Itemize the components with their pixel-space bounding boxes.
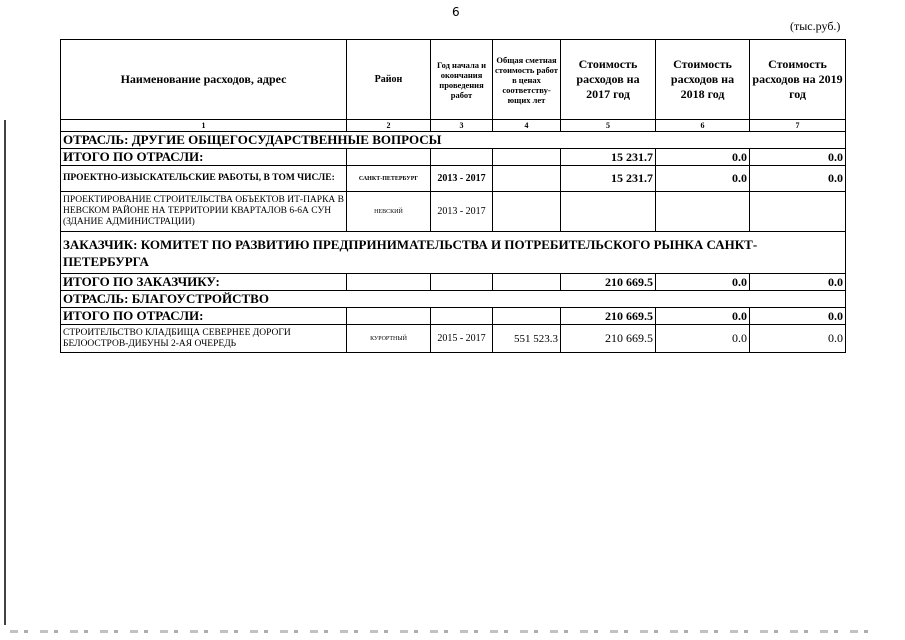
- item-district: САНКТ-ПЕТЕРБУРГ: [347, 166, 431, 192]
- empty-cell: [493, 274, 561, 291]
- item-years: 2013 - 2017: [431, 192, 493, 232]
- total-2018: 0.0: [656, 274, 750, 291]
- item-name: СТРОИТЕЛЬСТВО КЛАДБИЩА СЕВЕРНЕЕ ДОРОГИ БЕЛООСТРОВ-ДИБУНЫ 2-АЯ ОЧЕРЕДЬ: [61, 325, 347, 353]
- item-cost-2018: 0.0: [656, 325, 750, 353]
- item-estimate: 551 523.3: [493, 325, 561, 353]
- empty-cell: [431, 274, 493, 291]
- col-num: 6: [656, 120, 750, 132]
- total-2018: 0.0: [656, 308, 750, 325]
- item-years: 2015 - 2017: [431, 325, 493, 353]
- col-num: 7: [750, 120, 846, 132]
- empty-cell: [750, 192, 846, 232]
- total-2019: 0.0: [750, 308, 846, 325]
- header-row: [61, 40, 846, 120]
- empty-cell: [493, 192, 561, 232]
- col-num: 3: [431, 120, 493, 132]
- table-row: [61, 325, 846, 353]
- column-number-row: [61, 120, 846, 132]
- customer-total-row: [61, 274, 846, 291]
- item-cost-2017: 15 231.7: [561, 166, 656, 192]
- header-name: Наименование расходов, адрес: [61, 40, 347, 120]
- col-num: 2: [347, 120, 431, 132]
- scan-bottom-noise: [10, 630, 875, 633]
- col-num: 1: [61, 120, 347, 132]
- item-name: ПРОЕКТИРОВАНИЕ СТРОИТЕЛЬСТВА ОБЪЕКТОВ ИТ-ПАРКА В НЕВСКОМ РАЙОНЕ НА ТЕРРИТОРИИ КВАРТАЛОВ 6-6А СУН (ЗДАНИЕ АДМИНИСТРАЦИИ): [61, 192, 347, 232]
- table-row: [61, 166, 846, 192]
- item-years: 2013 - 2017: [431, 166, 493, 192]
- header-estimate: Общая сметная стоимость работ в ценах соответству-ющих лет: [493, 40, 561, 120]
- empty-cell: [431, 308, 493, 325]
- item-name: ПРОЕКТНО-ИЗЫСКАТЕЛЬСКИЕ РАБОТЫ, В ТОМ ЧИСЛЕ:: [61, 166, 347, 192]
- scan-edge-line: [4, 120, 6, 625]
- section-row: [61, 291, 846, 308]
- empty-cell: [347, 149, 431, 166]
- col-num: 4: [493, 120, 561, 132]
- empty-cell: [493, 166, 561, 192]
- empty-cell: [493, 149, 561, 166]
- section-total-row: [61, 308, 846, 325]
- section-total-row: [61, 149, 846, 166]
- total-2018: 0.0: [656, 149, 750, 166]
- header-cost-2017: Стоимость расходов на 2017 год: [561, 40, 656, 120]
- total-label: ИТОГО ПО ОТРАСЛИ:: [61, 149, 347, 166]
- total-label: ИТОГО ПО ЗАКАЗЧИКУ:: [61, 274, 347, 291]
- item-district: КУРОРТНЫЙ: [347, 325, 431, 353]
- total-label: ИТОГО ПО ОТРАСЛИ:: [61, 308, 347, 325]
- total-2017: 210 669.5: [561, 274, 656, 291]
- section-title: ОТРАСЛЬ: ДРУГИЕ ОБЩЕГОСУДАРСТВЕННЫЕ ВОПРОСЫ: [61, 132, 846, 149]
- budget-table: [60, 39, 846, 353]
- empty-cell: [561, 192, 656, 232]
- empty-cell: [347, 274, 431, 291]
- header-cost-2018: Стоимость расходов на 2018 год: [656, 40, 750, 120]
- item-cost-2019: 0.0: [750, 325, 846, 353]
- section-row: [61, 132, 846, 149]
- empty-cell: [431, 149, 493, 166]
- empty-cell: [656, 192, 750, 232]
- section-title: ОТРАСЛЬ: БЛАГОУСТРОЙСТВО: [61, 291, 846, 308]
- customer-row: [61, 232, 846, 274]
- table-row: [61, 192, 846, 232]
- item-cost-2017: 210 669.5: [561, 325, 656, 353]
- page-number: 6: [452, 5, 460, 19]
- header-years: Год начала и окончания проведения работ: [431, 40, 493, 120]
- item-cost-2018: 0.0: [656, 166, 750, 192]
- total-2019: 0.0: [750, 274, 846, 291]
- empty-cell: [347, 308, 431, 325]
- units-label: (тыс.руб.): [790, 19, 841, 33]
- col-num: 5: [561, 120, 656, 132]
- header-district: Район: [347, 40, 431, 120]
- item-cost-2019: 0.0: [750, 166, 846, 192]
- customer-title: ЗАКАЗЧИК: КОМИТЕТ ПО РАЗВИТИЮ ПРЕДПРИНИМАТЕЛЬСТВА И ПОТРЕБИТЕЛЬСКОГО РЫНКА САНКТ-ПЕТЕРБУРГА: [61, 232, 846, 274]
- total-2017: 15 231.7: [561, 149, 656, 166]
- total-2017: 210 669.5: [561, 308, 656, 325]
- header-cost-2019: Стоимость расходов на 2019 год: [750, 40, 846, 120]
- total-2019: 0.0: [750, 149, 846, 166]
- item-district: НЕВСКИЙ: [347, 192, 431, 232]
- empty-cell: [493, 308, 561, 325]
